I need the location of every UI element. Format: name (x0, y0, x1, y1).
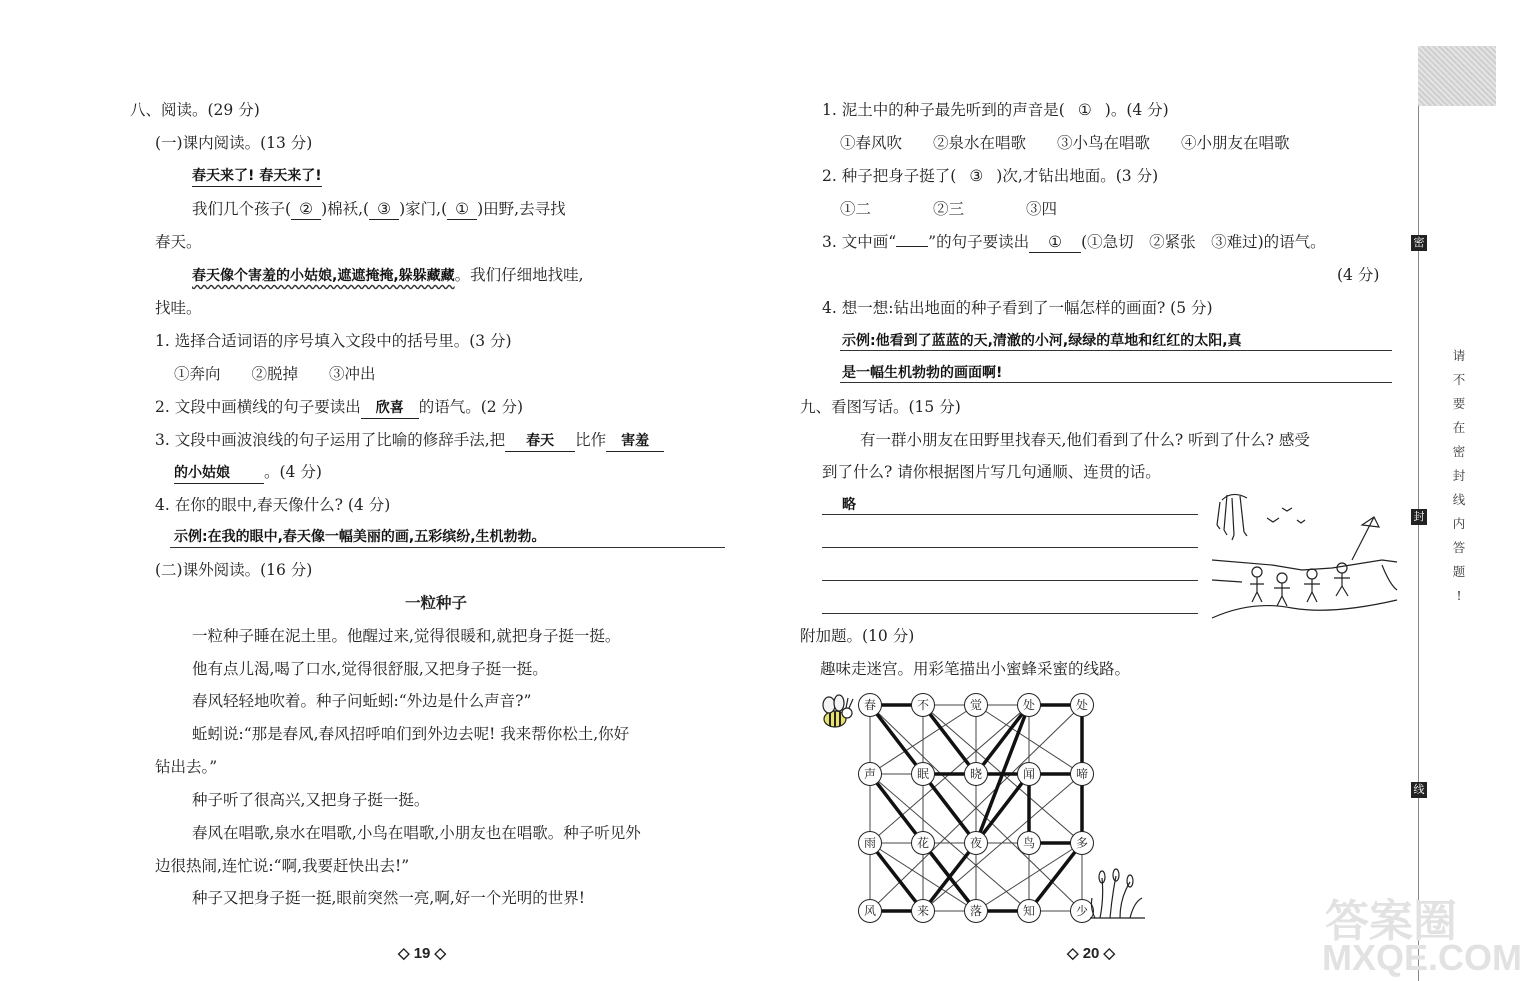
sidebar-notice (1451, 344, 1467, 608)
maze-node: 不 (911, 693, 935, 717)
question-text: 3. 文段中画波浪线的句子运用了比喻的修辞手法,把 (155, 431, 506, 449)
r-question-3 (822, 232, 1326, 253)
maze-node: 多 (1070, 831, 1094, 855)
answer-line (840, 350, 1392, 351)
question-text: 。(4 分) (264, 463, 322, 481)
r-question-2 (822, 166, 1158, 186)
maze-grid (860, 695, 1100, 920)
question-text: 3. 文中画“ (822, 233, 897, 251)
question-4-answer: 示例:在我的眼中,春天像一幅美丽的画,五彩缤纷,生机勃勃。 (174, 529, 546, 545)
r-question-4-answer-2: 是一幅生机勃勃的画面啊! (842, 365, 1003, 381)
section9-text: 到了什么? 请你根据图片写几句通顺、连贯的话。 (822, 463, 1161, 481)
passage-text: 。我们仔细地找哇, (454, 266, 584, 284)
question-text: )次,才钻出地面。(3 分) (996, 167, 1159, 185)
notice-char: 答 (1452, 540, 1466, 555)
story-paragraph: 他有点儿渴,喝了口水,觉得很舒服,又把身子挺一挺。 (192, 660, 548, 678)
question-text: 1. 泥土中的种子最先听到的声音是( (822, 101, 1065, 119)
section9-answer: 略 (842, 497, 856, 513)
question-2 (155, 397, 523, 419)
passage-line5: 找哇。 (155, 299, 202, 317)
question-text: 的语气。(2 分) (418, 398, 524, 416)
passage-line1: 春天来了! 春天来了! (192, 166, 322, 187)
notice-char: ! (1456, 588, 1462, 603)
writing-line (822, 613, 1198, 614)
notice-char: 密 (1452, 444, 1466, 459)
notice-char: 线 (1452, 492, 1466, 507)
section8-title: 八、阅读。(29 分) (130, 101, 260, 119)
maze-node: 雨 (858, 831, 882, 855)
answer-blank: ① (447, 199, 477, 220)
answer-blank: 春天 (505, 431, 575, 452)
answer-blank: 欣喜 (361, 398, 419, 419)
question-text: (①急切 ②紧张 ③难过)的语气。 (1081, 233, 1326, 251)
maze-node: 处 (1070, 693, 1094, 717)
notice-char: 内 (1452, 516, 1466, 531)
answer-blank: 害羞 (606, 431, 664, 452)
story-paragraph: 春风轻轻地吹着。种子问蚯蚓:“外边是什么声音?” (192, 692, 532, 710)
passage-text: )田野,去寻找 (477, 200, 566, 218)
r-question-1-options: ①春风吹 ②泉水在唱歌 ③小鸟在唱歌 ④小朋友在唱歌 (840, 134, 1290, 152)
notice-char: 请 (1452, 348, 1466, 363)
answer-line (170, 547, 725, 548)
answer-line (840, 382, 1392, 383)
story-paragraph: 一粒种子睡在泥土里。他醒过来,觉得很暖和,就把身子挺一挺。 (192, 627, 621, 645)
question-text: 2. 种子把身子挺了( (822, 167, 957, 185)
question-3 (155, 430, 664, 452)
wavy-sentence: 春天像个害羞的小姑娘,遮遮掩掩,躲躲藏藏 (192, 268, 455, 284)
part2-title: (二)课外阅读。(16 分) (155, 561, 313, 579)
watermark-top: 答案圈 (1325, 897, 1457, 946)
answer-blank: ① (1077, 101, 1092, 119)
maze-node: 鸟 (1017, 831, 1041, 855)
maze-node: 春 (858, 693, 882, 717)
r-question-4: 4. 想一想:钻出地面的种子看到了一幅怎样的画面? (5 分) (822, 299, 1213, 317)
notice-char: 要 (1452, 396, 1466, 411)
maze-node: 知 (1017, 899, 1041, 923)
maze-node: 晓 (964, 762, 988, 786)
writing-line (822, 514, 1198, 515)
page-number-right: ◇ 20 ◇ (1067, 945, 1116, 962)
binding-pattern (1418, 46, 1496, 106)
story-title: 一粒种子 (405, 594, 468, 612)
writing-line (822, 580, 1198, 581)
passage-text: 我们几个孩子( (192, 200, 292, 218)
r-question-3-score: (4 分) (1337, 266, 1380, 284)
passage-line2 (192, 199, 566, 220)
passage-text: )棉袄,( (321, 200, 370, 218)
story-paragraph: 春风在唱歌,泉水在唱歌,小鸟在唱歌,小朋友也在唱歌。种子听见外 (192, 824, 641, 842)
bee-icon (815, 693, 857, 735)
section9-title: 九、看图写话。(15 分) (800, 398, 961, 416)
answer-blank: ③ (369, 199, 399, 220)
question-1: 1. 选择合适词语的序号填入文段中的括号里。(3 分) (155, 332, 512, 350)
question-3-cont (174, 462, 322, 484)
maze-node: 花 (911, 831, 935, 855)
bonus-title: 附加题。(10 分) (800, 627, 915, 645)
answer-blank: ① (1029, 232, 1081, 253)
answer-blank: 的小姑娘 (174, 463, 264, 484)
maze-node: 风 (858, 899, 882, 923)
spring-illustration (1212, 490, 1397, 618)
flower-icon (1090, 868, 1145, 920)
r-question-1 (822, 100, 1169, 120)
maze-node: 来 (911, 899, 935, 923)
seal-label-1: 密 (1411, 235, 1427, 251)
seal-label-2: 封 (1411, 509, 1427, 525)
question-4: 4. 在你的眼中,春天像什么? (4 分) (155, 496, 391, 514)
writing-line (822, 547, 1198, 548)
question-1-options: ①奔向 ②脱掉 ③冲出 (174, 365, 376, 383)
answer-blank: ② (291, 199, 321, 220)
maze-node: 觉 (964, 693, 988, 717)
answer-blank: ③ (969, 167, 984, 185)
maze-node: 眠 (911, 762, 935, 786)
story-paragraph: 蚯蚓说:“那是春风,春风招呼咱们到外边去呢! 我来帮你松土,你好 (192, 725, 630, 743)
page-number-left: ◇ 19 ◇ (398, 945, 447, 962)
maze-node: 少 (1070, 899, 1094, 923)
story-paragraph: 边很热闹,连忙说:“啊,我要赶快出去!” (155, 857, 410, 875)
section9-text: 有一群小朋友在田野里找春天,他们看到了什么? 听到了什么? 感受 (860, 431, 1310, 449)
story-paragraph: 种子听了很高兴,又把身子挺一挺。 (192, 791, 430, 809)
maze-node: 处 (1017, 693, 1041, 717)
passage-line4 (192, 265, 584, 286)
bonus-text: 趣味走迷宫。用彩笔描出小蜜蜂采蜜的线路。 (820, 660, 1131, 678)
maze-node: 落 (964, 899, 988, 923)
part1-title: (一)课内阅读。(13 分) (155, 134, 313, 152)
question-text: )。(4 分) (1104, 101, 1169, 119)
maze-node: 夜 (964, 831, 988, 855)
seal-label-3: 线 (1411, 782, 1427, 798)
r-question-2-options: ①二 ②三 ③四 (840, 200, 1058, 218)
watermark-bottom: MXQE.COM (1322, 937, 1522, 978)
notice-char: 不 (1452, 372, 1466, 387)
notice-char: 封 (1452, 468, 1466, 483)
notice-char: 题 (1452, 564, 1466, 579)
story-paragraph: 钻出去。” (155, 758, 218, 776)
maze-node: 啼 (1070, 762, 1094, 786)
maze-node: 声 (858, 762, 882, 786)
story-paragraph: 种子又把身子挺一挺,眼前突然一亮,啊,好一个光明的世界! (192, 889, 586, 907)
passage-line3: 春天。 (155, 233, 202, 251)
question-text: 2. 文段中画横线的句子要读出 (155, 398, 361, 416)
question-text: 比作 (575, 431, 607, 449)
question-text: ”的句子要读出 (928, 233, 1030, 251)
r-question-4-answer-1: 示例:他看到了蓝蓝的天,清澈的小河,绿绿的草地和红红的太阳,真 (842, 333, 1242, 349)
maze-node: 闻 (1017, 762, 1041, 786)
notice-char: 在 (1452, 420, 1466, 435)
passage-text: )家门,( (399, 200, 448, 218)
